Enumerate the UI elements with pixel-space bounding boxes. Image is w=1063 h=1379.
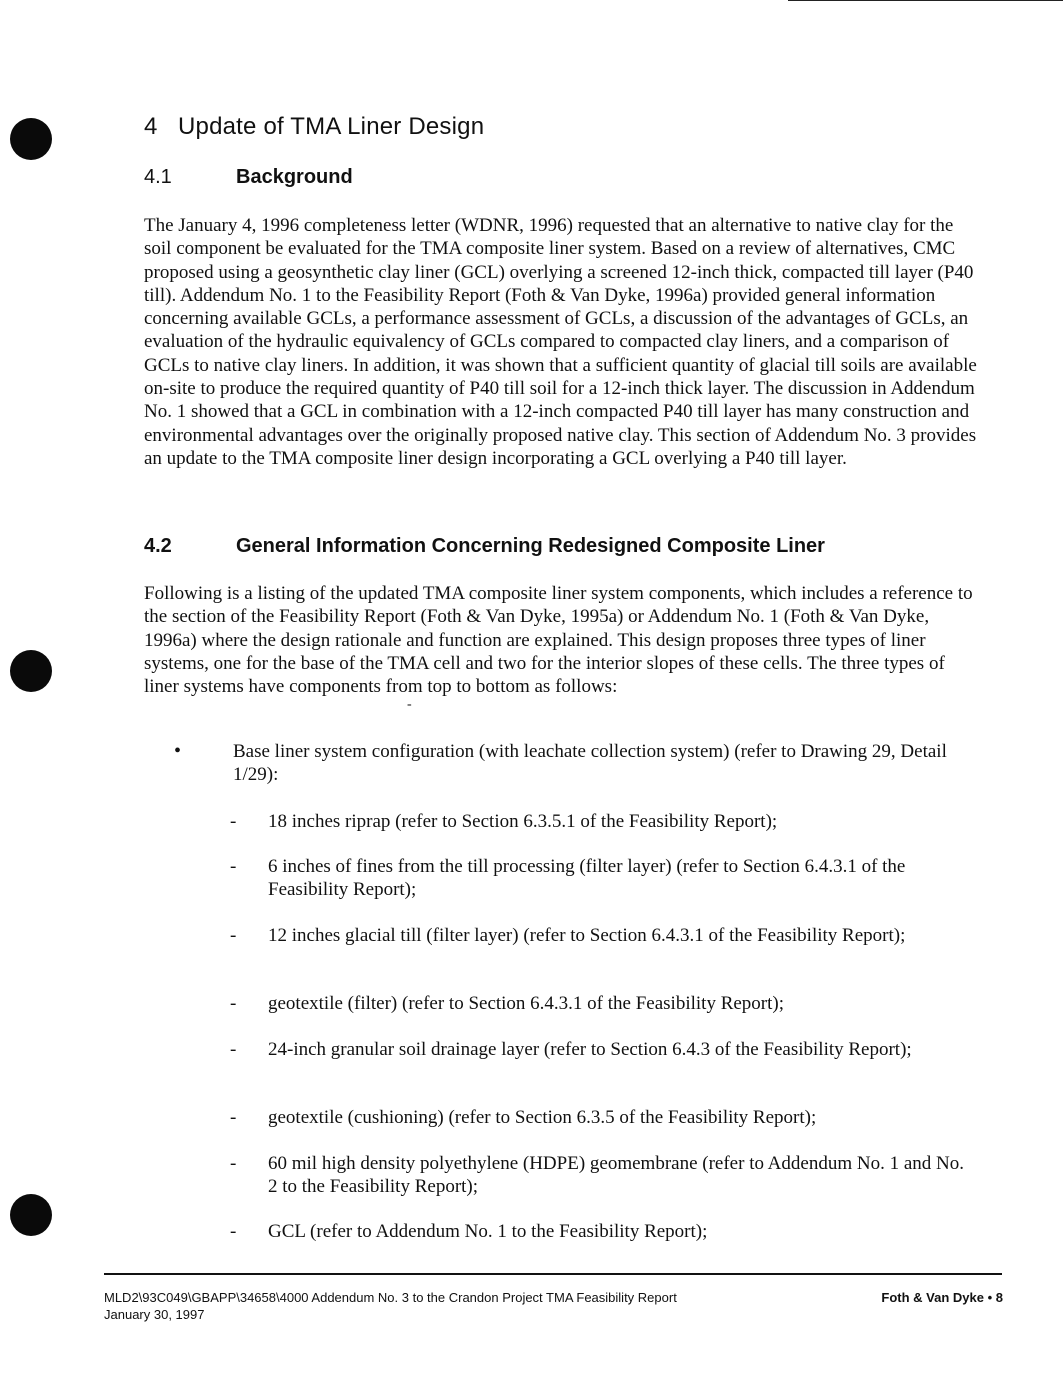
list-item-text: 18 inches riprap (refer to Section 6.3.5.1 of the Feasibility Report); xyxy=(268,811,778,832)
footer-rule xyxy=(104,1273,1002,1275)
list-item-text: 6 inches of fines from the till processing (filter layer) (refer to Section 6.4.3.1 of the Feasibility Report); xyxy=(268,856,906,900)
list-item xyxy=(230,810,990,833)
binder-hole-top xyxy=(10,118,52,160)
list-item xyxy=(230,1152,990,1198)
list-item-text: 12 inches glacial till (filter layer) (refer to Section 6.4.3.1 of the Feasibility Report); xyxy=(268,925,906,946)
binder-hole-middle xyxy=(10,650,52,692)
dash-marker: - xyxy=(230,925,237,946)
dash-marker: - xyxy=(230,993,237,1014)
stray-mark: - xyxy=(407,697,412,712)
top-edge-line xyxy=(788,0,1063,1)
subsection-title: General Information Concerning Redesigned Composite Liner xyxy=(236,535,825,557)
subsection-title: Background xyxy=(236,166,353,188)
binder-hole-bottom xyxy=(10,1194,52,1236)
list-item xyxy=(230,1038,990,1061)
list-item-text: geotextile (filter) (refer to Section 6.4.3.1 of the Feasibility Report); xyxy=(268,993,785,1014)
list-item-text: 24-inch granular soil drainage layer (refer to Section 6.4.3 of the Feasibility Report); xyxy=(268,1039,912,1060)
section-title: Update of TMA Liner Design xyxy=(178,113,485,140)
dash-marker: - xyxy=(230,1107,237,1128)
list-item xyxy=(230,924,990,947)
dash-marker: - xyxy=(230,811,237,832)
section-heading xyxy=(144,113,484,141)
list-item-text: 60 mil high density polyethylene (HDPE) geomembrane (refer to Addendum No. 1 and No. 2 to the Feasibility Report); xyxy=(268,1153,964,1197)
subsection-heading-4-1 xyxy=(144,166,353,189)
list-item-text: geotextile (cushioning) (refer to Section 6.3.5 of the Feasibility Report); xyxy=(268,1107,817,1128)
list-item xyxy=(230,855,990,901)
footer-date: January 30, 1997 xyxy=(104,1307,205,1322)
footer-left xyxy=(104,1289,677,1323)
footer-document-path: MLD2\93C049\GBAPP\34658\4000 Addendum No. 3 to the Crandon Project TMA Feasibility Report xyxy=(104,1290,677,1305)
list-item xyxy=(230,1106,990,1129)
subsection-number: 4.1 xyxy=(144,166,172,188)
list-item-text: GCL (refer to Addendum No. 1 to the Feasibility Report); xyxy=(268,1221,708,1242)
list-item xyxy=(230,992,990,1015)
subsection-heading-4-2 xyxy=(144,535,825,558)
subsection-number: 4.2 xyxy=(144,535,172,557)
section-number: 4 xyxy=(144,113,158,140)
bullet-symbol: • xyxy=(174,740,182,762)
background-paragraph: The January 4, 1996 completeness letter (WDNR, 1996) requested that an alternative to native clay for the soil component be evaluated for the TMA composite liner system. Based on a review of alternatives, CMC proposed using a geosynthetic clay liner (GCL) overlying a screened 12-inch thick, compacted till layer (P40 till). Addendum No. 1 to the Feasibility Report (Foth & Van Dyke, 1996a) provided general information concerning available GCLs, a performance assessment of GCLs, a discussion of the advantages of GCLs, an evaluation of the hydraulic equivalency of GCLs compared to compacted clay liners, and a comparison of GCLs to native clay liners. In addition, it was shown that a sufficient quantity of glacial till soils are available on-site to produce the required quantity of P40 till soil for a 12-inch thick layer. The discussion in Addendum No. 1 showed that a GCL in combination with a 12-inch compacted P40 till layer has many construction and environmental advantages over the originally proposed native clay. This section of Addendum No. 3 provides an update to the TMA composite liner design incorporating a GCL overlying a P40 till layer. xyxy=(144,215,977,469)
dash-marker: - xyxy=(230,856,237,877)
dash-marker: - xyxy=(230,1039,237,1060)
bullet-text: Base liner system configuration (with leachate collection system) (refer to Drawing 29, Detail 1/29): xyxy=(233,741,947,785)
dash-marker: - xyxy=(230,1153,237,1174)
footer-page-label: Foth & Van Dyke • 8 xyxy=(881,1290,1003,1305)
general-info-paragraph: Following is a listing of the updated TMA composite liner system components, which includes a reference to the section of the Feasibility Report (Foth & Van Dyke, 1995a) or Addendum No. 1 (Foth & Van Dyke, 1996a) where the design rationale and function are explained. This design proposes three types of liner systems, one for the base of the TMA cell and two for the interior slopes of these cells. The three types of liner systems have components from top to bottom as follows: xyxy=(144,583,973,698)
list-item xyxy=(230,1220,990,1243)
dash-marker: - xyxy=(230,1221,237,1242)
